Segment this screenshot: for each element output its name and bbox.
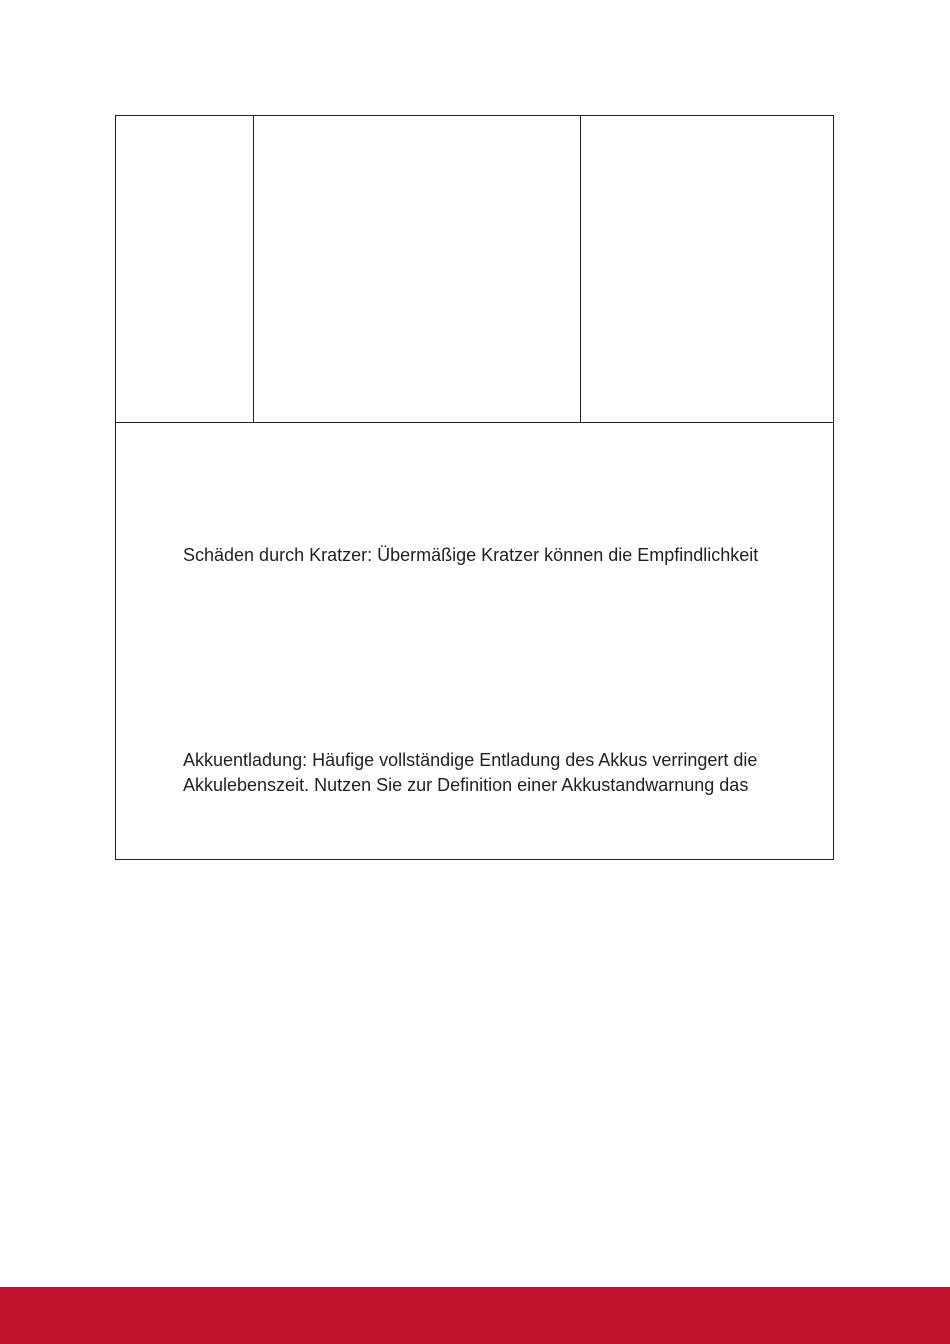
battery-discharge-line-1: Akkuentladung: Häufige vollständige Entladung des Akkus verringert die (183, 750, 758, 770)
table-body-row (116, 423, 833, 859)
table-cell-middle (254, 116, 581, 422)
table-cell-left (116, 116, 254, 422)
scratch-damage-text: Schäden durch Kratzer: Übermäßige Kratzer können die Empfindlichkeit (183, 545, 759, 565)
scratch-damage-paragraph (183, 543, 823, 568)
footer-band (0, 1287, 950, 1344)
battery-discharge-paragraph (183, 748, 823, 797)
table-top-row (116, 116, 833, 423)
table-cell-right (581, 116, 834, 422)
content-table (115, 115, 834, 860)
battery-discharge-line-2: Akkulebenszeit. Nutzen Sie zur Definition einer Akkustandwarnung das (183, 774, 749, 795)
